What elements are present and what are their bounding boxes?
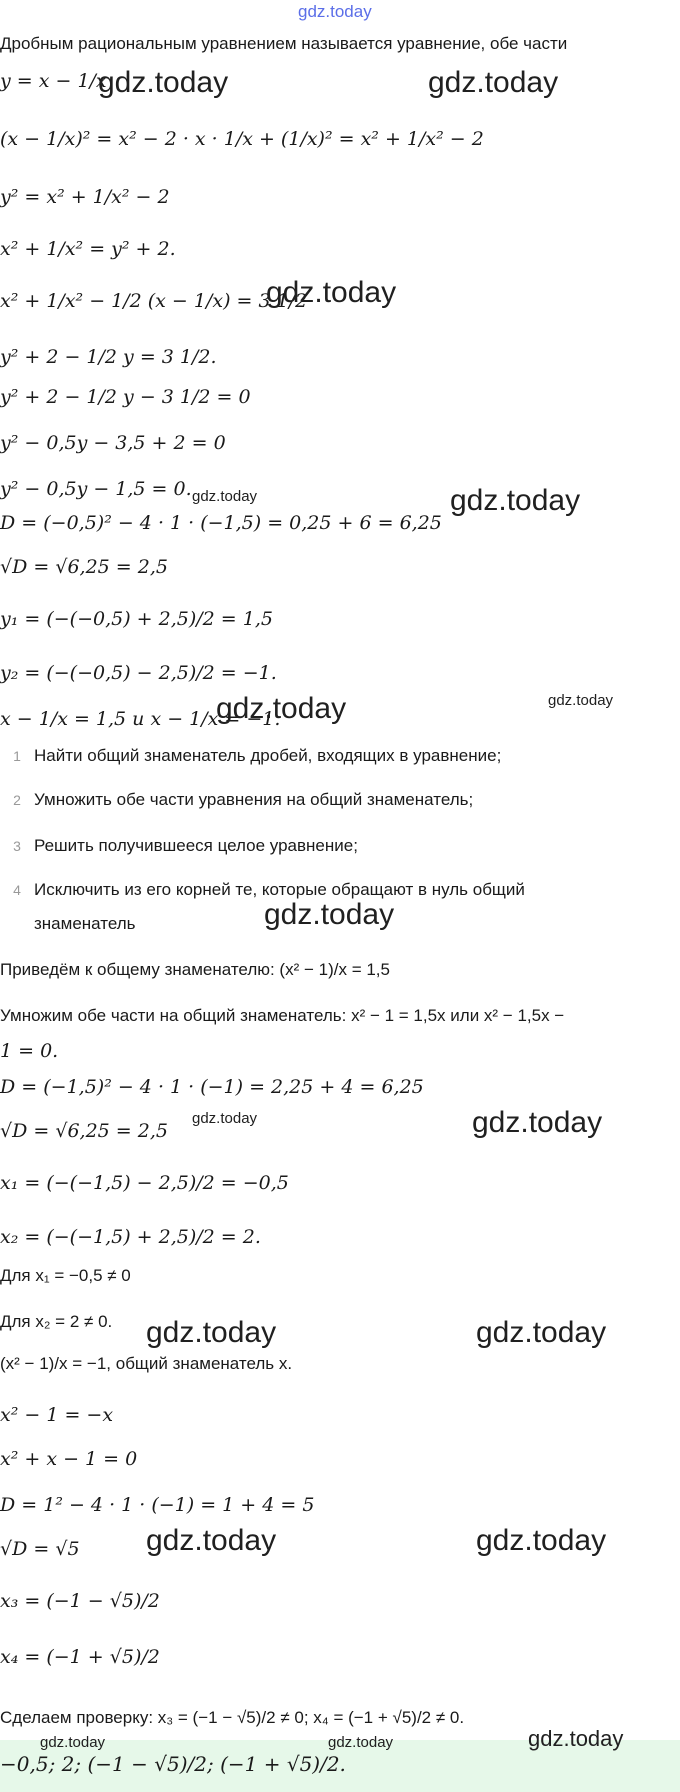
watermark: gdz.today: [216, 692, 347, 725]
watermark: gdz.today: [40, 1734, 106, 1751]
math-line: D = (−0,5)² − 4 · 1 · (−1,5) = 0,25 + 6 = 6,25: [0, 512, 442, 534]
step-number: 1: [13, 748, 21, 764]
math-line: x₃ = (−1 − √5)/2: [0, 1590, 160, 1612]
math-line: 1 = 0.: [0, 1040, 59, 1062]
math-line: D = 1² − 4 · 1 · (−1) = 1 + 4 = 5: [0, 1494, 315, 1516]
step-text: Найти общий знаменатель дробей, входящих в уравнение;: [34, 746, 502, 765]
watermark: gdz.today: [192, 1110, 258, 1127]
watermark: gdz.today: [450, 484, 581, 517]
watermark: gdz.today: [328, 1734, 394, 1751]
math-line: Для x₁ = −0,5 ≠ 0: [0, 1266, 131, 1285]
step-item: [0, 836, 358, 856]
math-line: y² − 0,5y − 1,5 = 0.: [0, 478, 192, 500]
math-line: y² = x² + 1/x² − 2: [0, 186, 170, 208]
math-line: Приведём к общему знаменателю: (x² − 1)/x = 1,5: [0, 960, 390, 979]
math-line: y² + 2 − 1/2 y = 3 1/2.: [0, 346, 217, 368]
math-line: D = (−1,5)² − 4 · 1 · (−1) = 2,25 + 4 = 6,25: [0, 1076, 424, 1098]
step-text: Умножить обе части уравнения на общий знаменатель;: [34, 790, 474, 809]
math-line: x₄ = (−1 + √5)/2: [0, 1646, 160, 1668]
watermark: gdz.today: [266, 276, 397, 309]
step-text: Исключить из его корней те, которые обращают в нуль общий: [34, 880, 525, 899]
watermark: gdz.today: [476, 1524, 607, 1557]
step-number: 4: [13, 882, 21, 898]
math-line: y² − 0,5y − 3,5 + 2 = 0: [0, 432, 226, 454]
watermark: gdz.today: [146, 1524, 277, 1557]
math-line: x² + x − 1 = 0: [0, 1448, 138, 1470]
math-line: Для x₂ = 2 ≠ 0.: [0, 1312, 113, 1331]
math-line: Умножим обе части на общий знаменатель: x² − 1 = 1,5x или x² − 1,5x −: [0, 1006, 565, 1025]
math-line: y² + 2 − 1/2 y − 3 1/2 = 0: [0, 386, 251, 408]
math-line: √D = √6,25 = 2,5: [0, 1120, 168, 1142]
watermark: gdz.today: [472, 1106, 603, 1139]
math-line: (x − 1/x)² = x² − 2 · x · 1/x + (1/x)² = x² + 1/x² − 2: [0, 128, 484, 150]
watermark: gdz.today: [192, 488, 258, 505]
math-line: y₁ = (−(−0,5) + 2,5)/2 = 1,5: [0, 608, 273, 630]
check-line: Сделаем проверку: x₃ = (−1 − √5)/2 ≠ 0; x₄ = (−1 + √5)/2 ≠ 0.: [0, 1708, 465, 1727]
watermark: gdz.today: [146, 1316, 277, 1349]
math-line: x² + 1/x² − 1/2 (x − 1/x) = 3 1/2: [0, 290, 308, 312]
watermark: gdz.today: [476, 1316, 607, 1349]
math-line: y₂ = (−(−0,5) − 2,5)/2 = −1.: [0, 662, 277, 684]
step-text: знаменатель: [34, 914, 136, 933]
step-item: [0, 746, 501, 766]
step-text: Решить получившееся целое уравнение;: [34, 836, 358, 855]
header-watermark: gdz.today: [298, 2, 372, 21]
math-line: y = x − 1/x: [0, 70, 107, 92]
step-item: [0, 914, 136, 934]
math-line: √D = √6,25 = 2,5: [0, 556, 168, 578]
math-line: x² − 1 = −x: [0, 1404, 114, 1426]
math-line: x² + 1/x² = y² + 2.: [0, 238, 176, 260]
math-line: (x² − 1)/x = −1, общий знаменатель x.: [0, 1354, 293, 1373]
math-line: x₂ = (−(−1,5) + 2,5)/2 = 2.: [0, 1226, 261, 1248]
step-number: 3: [13, 838, 21, 854]
watermark: gdz.today: [98, 66, 229, 99]
watermark: gdz.today: [528, 1726, 624, 1751]
watermark: gdz.today: [428, 66, 559, 99]
math-line: √D = √5: [0, 1538, 80, 1560]
intro-text: Дробным рациональным уравнением называется уравнение, обе части: [0, 34, 568, 53]
step-item: [0, 790, 473, 810]
step-item: [0, 880, 525, 900]
math-line: x₁ = (−(−1,5) − 2,5)/2 = −0,5: [0, 1172, 289, 1194]
watermark: gdz.today: [264, 898, 395, 931]
step-number: 2: [13, 792, 21, 808]
math-line: x − 1/x = 1,5 и x − 1/x = −1.: [0, 708, 281, 730]
watermark: gdz.today: [548, 692, 614, 709]
answer-text: −0,5; 2; (−1 − √5)/2; (−1 + √5)/2.: [0, 1752, 346, 1776]
